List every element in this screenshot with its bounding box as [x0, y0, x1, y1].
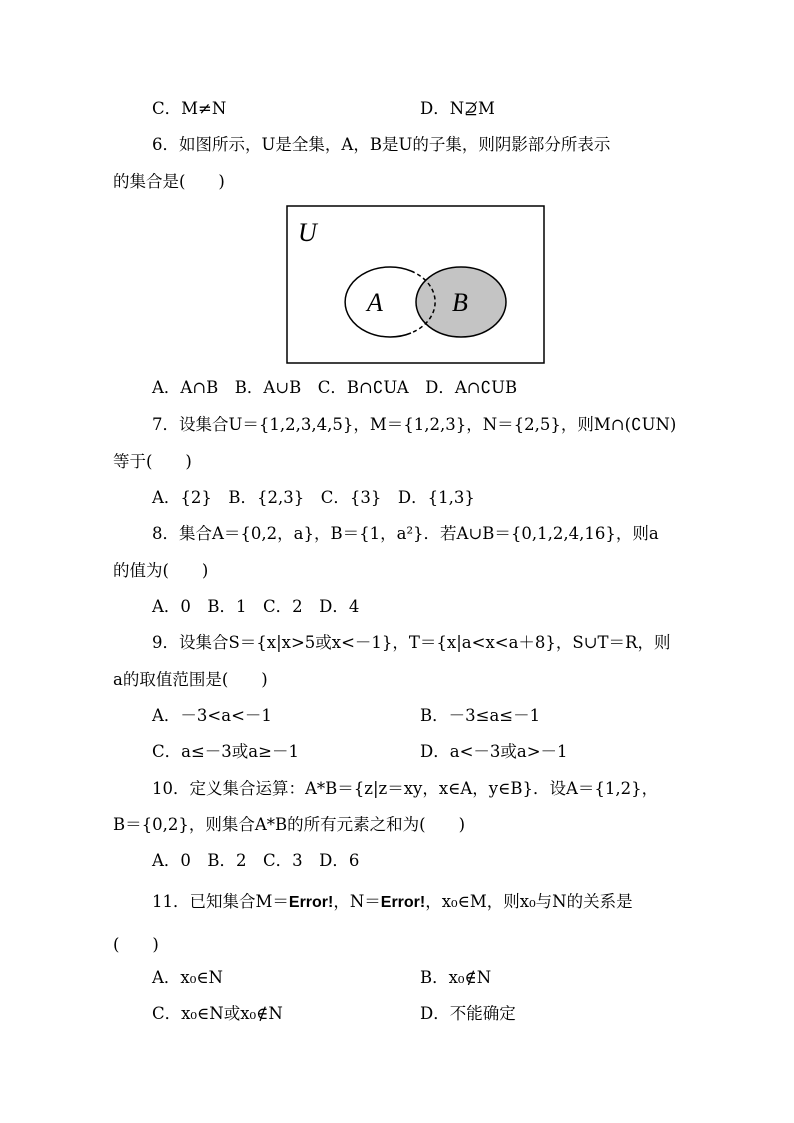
q6-stem-line1: 6．如图所示，U是全集，A，B是U的子集，则阴影部分所表示	[152, 135, 611, 154]
q5-option-d: D．N⊉M	[420, 99, 495, 118]
q7-stem-line2: 等于( )	[113, 452, 192, 471]
q11-stem-line2: ( )	[113, 935, 159, 954]
universe-rect	[287, 206, 544, 363]
q6-stem-line2: 的集合是( )	[113, 172, 225, 191]
venn-diagram	[286, 205, 545, 364]
q9-stem-line1: 9．设集合S＝{x|x>5或x<－1}，T＝{x|a<x<a＋8}，S∪T＝R，则	[152, 633, 671, 652]
q10-stem-line2: B＝{0,2}，则集合A*B的所有元素之和为( )	[113, 815, 466, 834]
q9-option-d: D．a<－3或a>－1	[420, 742, 568, 761]
q9-stem-line2: a的取值范围是( )	[113, 670, 268, 689]
q5-option-c: C．M≠N	[152, 99, 227, 118]
q7-stem-line1: 7．设集合U＝{1,2,3,4,5}，M＝{1,2,3}，N＝{2,5}，则M∩(∁UN)	[152, 415, 677, 434]
set-a-label: A	[367, 288, 383, 317]
q8-stem-line1: 8．集合A＝{0,2，a}，B＝{1，a²}．若A∪B＝{0,1,2,4,16}，则a	[152, 524, 659, 543]
q11-error-1: Error!	[288, 894, 334, 911]
q11-suffix: ，x₀∈M，则x₀与N的关系是	[425, 892, 633, 911]
universe-label: U	[298, 218, 317, 247]
q10-options: A．0 B．2 C．3 D．6	[152, 851, 360, 870]
q8-options: A．0 B．1 C．2 D．4	[152, 597, 360, 616]
q11-mid: ，N＝	[333, 892, 381, 911]
q8-stem-line2: 的值为( )	[113, 561, 209, 580]
q11-option-c: C．x₀∈N或x₀∉N	[152, 1004, 283, 1023]
q11-stem-line1	[152, 891, 633, 914]
q11-error-2: Error!	[380, 894, 426, 911]
q11-prefix: 11．已知集合M＝	[152, 892, 289, 911]
q11-option-b: B．x₀∉N	[420, 968, 492, 987]
set-b-label: B	[452, 288, 468, 317]
q7-options: A．{2} B．{2,3} C．{3} D．{1,3}	[152, 488, 475, 507]
q10-stem-line1: 10．定义集合运算：A*B＝{z|z＝xy，x∈A，y∈B}．设A＝{1,2}，	[152, 779, 659, 798]
q11-option-a: A．x₀∈N	[152, 968, 223, 987]
q9-option-c: C．a≤－3或a≥－1	[152, 742, 299, 761]
q6-options: A．A∩B B．A∪B C．B∩∁UA D．A∩∁UB	[152, 378, 518, 397]
q9-option-b: B．－3≤a≤－1	[420, 706, 541, 725]
q9-option-a: A．－3<a<－1	[152, 706, 272, 725]
q11-option-d: D．不能确定	[420, 1004, 516, 1023]
